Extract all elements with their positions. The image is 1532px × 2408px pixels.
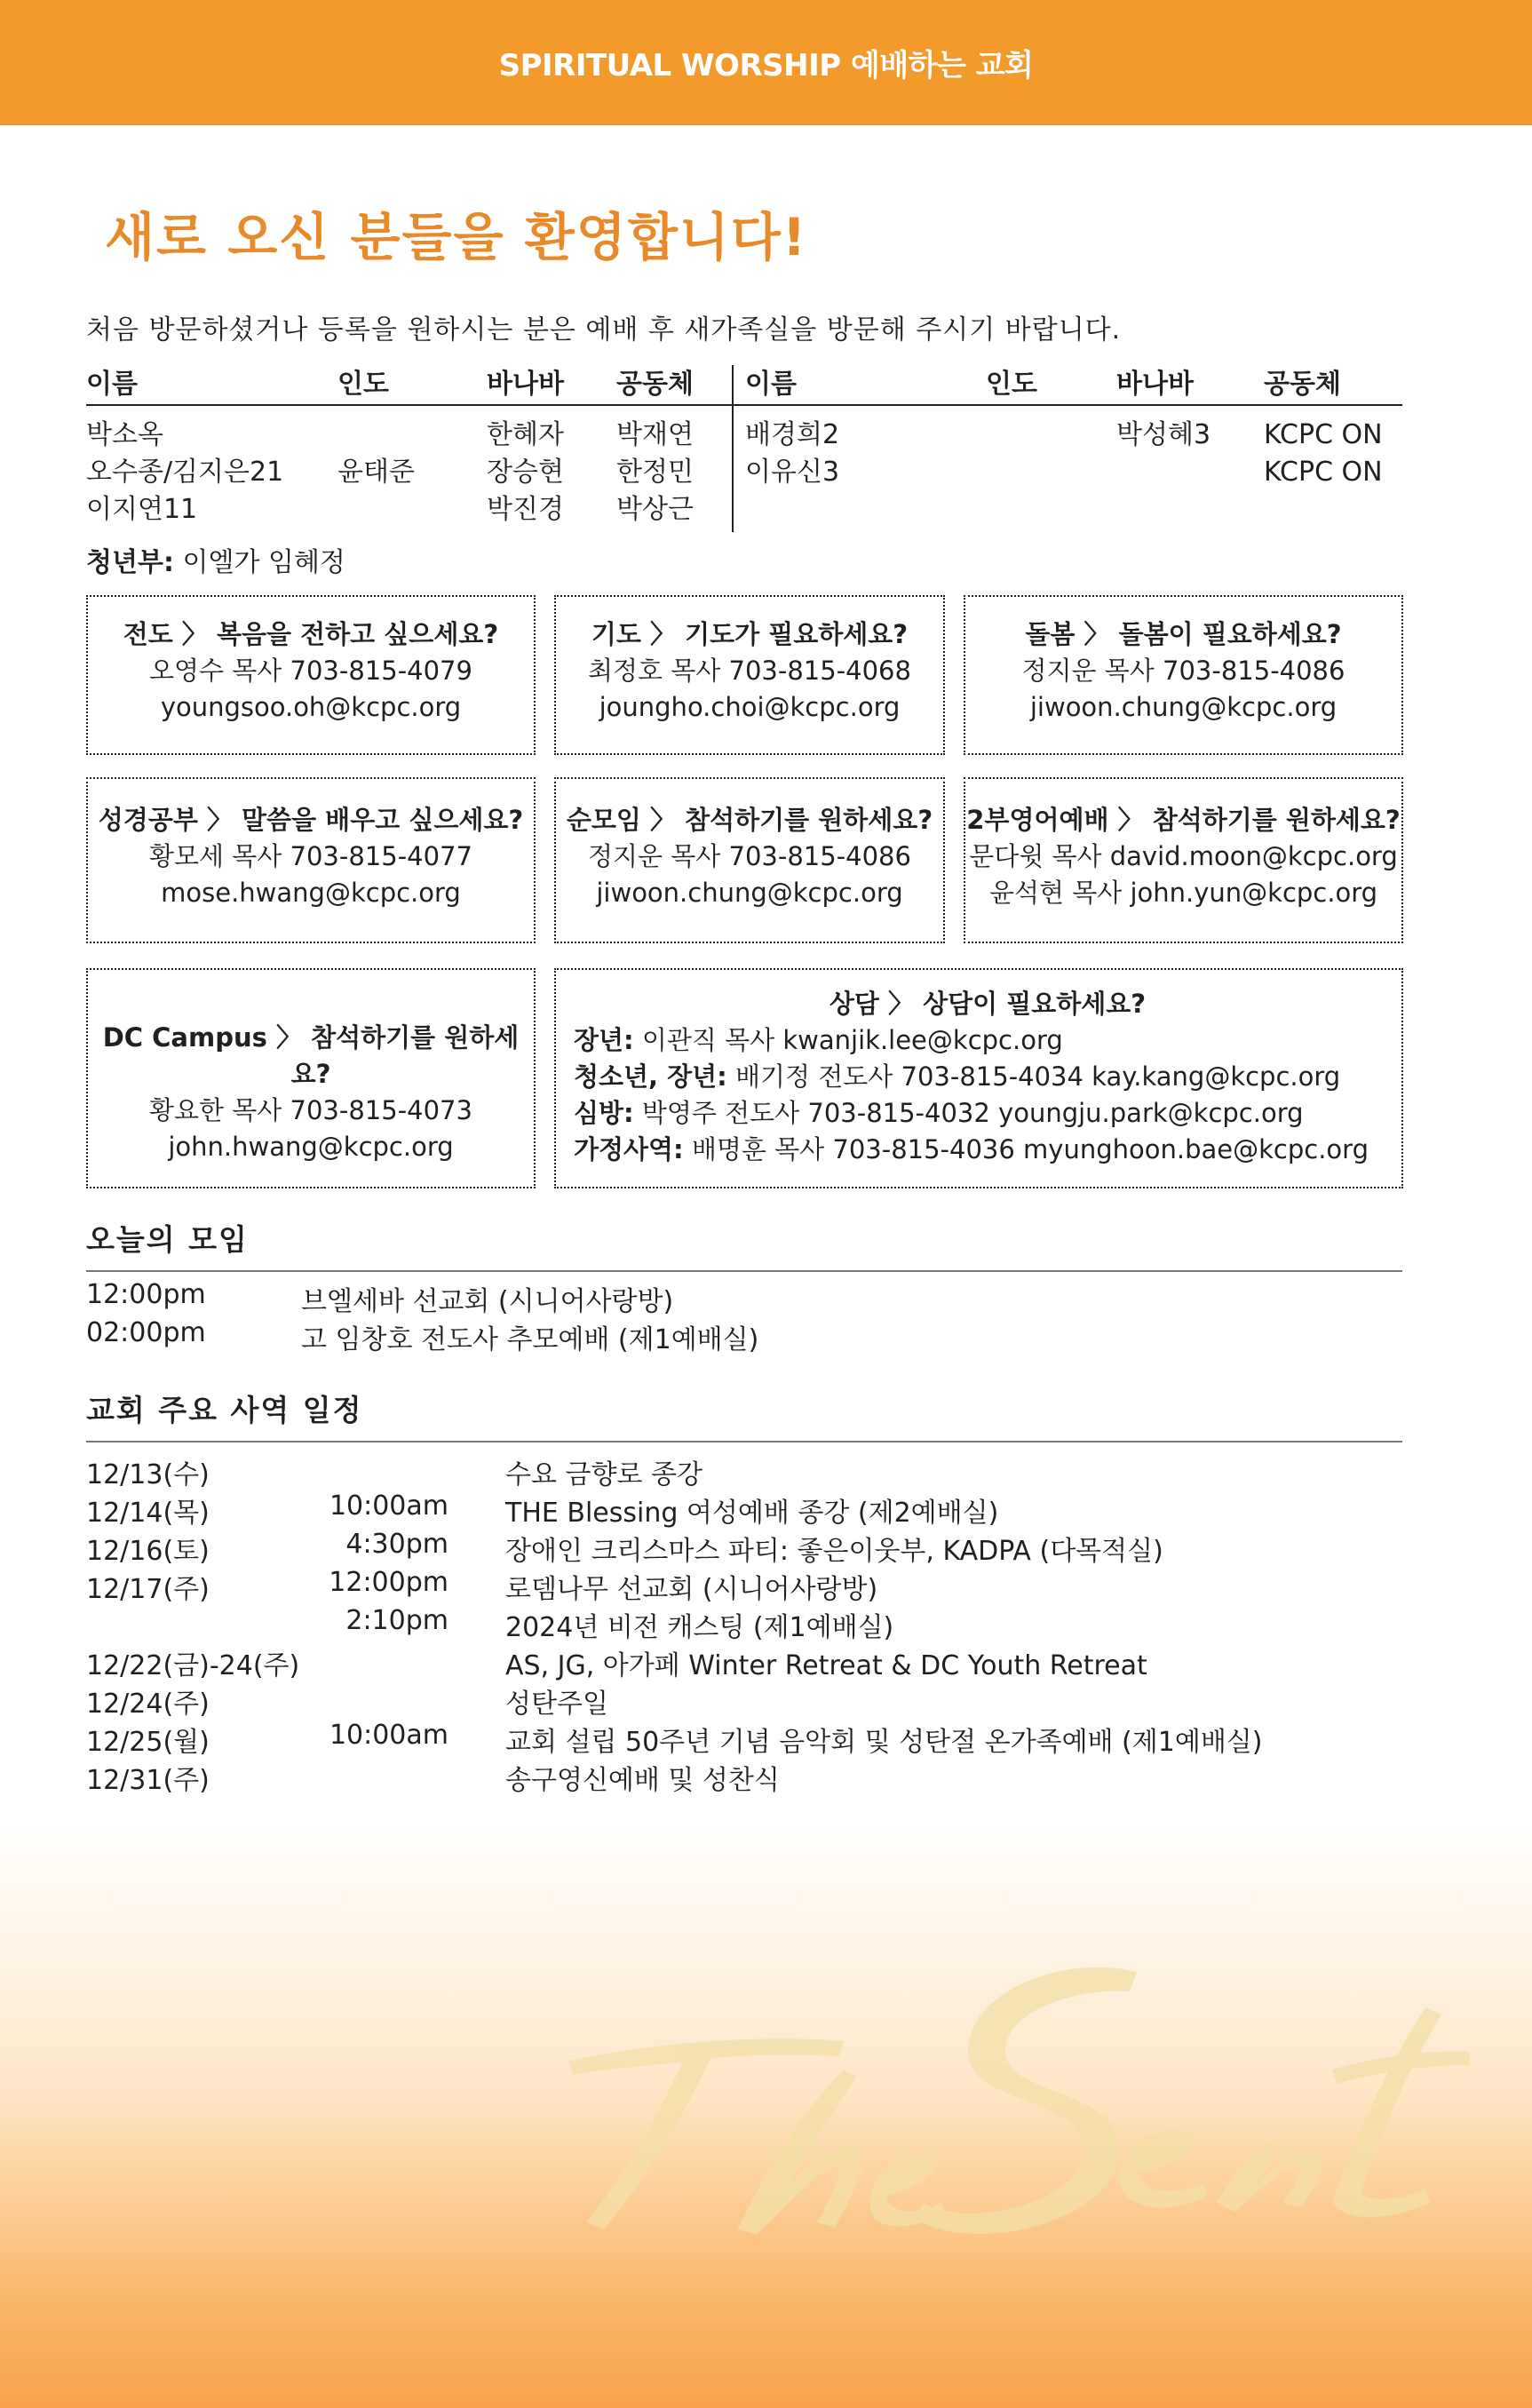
newcomers-body xyxy=(86,406,1402,539)
counseling-contact: 이관직 목사 kwanjik.lee@kcpc.org xyxy=(641,1025,1063,1055)
list-item xyxy=(86,1529,1402,1567)
schedule-event: 교회 설립 50주년 기념 음악회 및 성탄절 온가족예배 (제1예배실) xyxy=(505,1727,1263,1758)
schedule-list xyxy=(86,1452,1402,1796)
schedule-event: THE Blessing 여성예배 종강 (제2예배실) xyxy=(505,1498,999,1529)
meeting-event: 고 임창호 전도사 추모예배 (제1예배실) xyxy=(301,1324,759,1355)
today-list xyxy=(86,1279,1402,1355)
counseling-line xyxy=(574,1022,1401,1059)
counseling-box xyxy=(554,968,1403,1188)
counseling-contact: 배명훈 목사 703-815-4036 myunghoon.bae@kcpc.org xyxy=(691,1134,1369,1164)
bible-study-box xyxy=(86,777,536,943)
today-divider xyxy=(86,1270,1402,1272)
newcomer-name: 이지연11 xyxy=(86,494,198,525)
list-item xyxy=(86,1490,1402,1529)
newcomers-header-row xyxy=(86,360,1402,406)
schedule-time: 10:00am xyxy=(329,1490,448,1522)
newcomer-community: 박재연 xyxy=(616,419,694,450)
counseling-line xyxy=(574,1132,1401,1168)
welcome-intro: 처음 방문하셨거나 등록을 원하시는 분은 예배 후 새가족실을 방문해 주시기 바랍니다. xyxy=(86,314,1122,346)
prayer-box xyxy=(554,595,945,755)
counseling-line xyxy=(574,1059,1401,1095)
schedule-event: 송구영신예배 및 성찬식 xyxy=(505,1765,780,1796)
evangelism-title: 전도 〉 복음을 전하고 싶으세요? xyxy=(123,619,499,649)
list-item xyxy=(86,1452,1402,1490)
meeting-time: 02:00pm xyxy=(86,1317,206,1348)
dc-campus-phone: 황요한 목사 703-815-4073 xyxy=(149,1095,472,1125)
newcomer-community: 박상근 xyxy=(616,494,694,525)
care-email[interactable]: jiwoon.chung@kcpc.org xyxy=(1029,692,1338,722)
header-community-right: 공동체 xyxy=(1264,369,1341,400)
schedule-date: 12/17(주) xyxy=(86,1574,210,1605)
counseling-contact: 배기정 전도사 703-815-4034 kay.kang@kcpc.org xyxy=(735,1061,1341,1092)
schedule-event: AS, JG, 아가페 Winter Retreat & DC Youth Retreat xyxy=(505,1650,1147,1681)
header-guide: 인도 xyxy=(337,369,389,400)
header-name-right: 이름 xyxy=(745,369,797,400)
cell-group-phone: 정지운 목사 703-815-4086 xyxy=(588,841,911,871)
schedule-date: 12/25(월) xyxy=(86,1727,210,1758)
welcome-title: 새로 오신 분들을 환영합니다! xyxy=(105,207,808,267)
prayer-phone: 최정호 목사 703-815-4068 xyxy=(588,656,911,686)
right-communities xyxy=(1264,417,1383,491)
bible-study-email[interactable]: mose.hwang@kcpc.org xyxy=(161,878,461,908)
meeting-time: 12:00pm xyxy=(86,1279,206,1310)
schedule-event: 로뎀나무 선교회 (시니어사랑방) xyxy=(505,1574,878,1605)
header-guide-right: 인도 xyxy=(986,369,1037,400)
schedule-date: 12/14(목) xyxy=(86,1498,210,1529)
newcomer-barnabas: 한혜자 xyxy=(487,419,564,450)
schedule-date: 12/13(수) xyxy=(86,1459,210,1490)
left-names xyxy=(86,417,283,528)
meeting-event: 브엘세바 선교회 (시니어사랑방) xyxy=(301,1286,674,1317)
care-phone: 정지운 목사 703-815-4086 xyxy=(1021,656,1345,686)
header-barnabas-right: 바나바 xyxy=(1116,369,1194,400)
youth-line xyxy=(86,540,345,579)
prayer-title: 기도 〉 기도가 필요하세요? xyxy=(591,619,909,649)
care-box xyxy=(964,595,1403,755)
evangelism-box xyxy=(86,595,536,755)
youth-label: 청년부: xyxy=(86,547,174,578)
schedule-event: 장애인 크리스마스 파티: 좋은이웃부, KADPA (다목적실) xyxy=(505,1536,1163,1567)
header-bar xyxy=(0,0,1532,125)
left-guides xyxy=(337,417,415,491)
dc-campus-box xyxy=(86,968,536,1188)
schedule-date: 12/22(금)-24(주) xyxy=(86,1650,300,1681)
english-service-title: 2부영어예배 〉 참석하기를 원하세요? xyxy=(966,805,1401,835)
english-service-contact: 윤석현 목사 john.yun@kcpc.org xyxy=(988,878,1378,908)
counseling-line xyxy=(574,1095,1401,1132)
schedule-time: 2:10pm xyxy=(345,1605,448,1636)
newcomer-name: 배경희2 xyxy=(745,419,840,450)
newcomer-name: 박소옥 xyxy=(86,419,163,450)
newcomers-table xyxy=(86,360,1402,539)
schedule-date: 12/24(주) xyxy=(86,1689,210,1720)
bible-study-phone: 황모세 목사 703-815-4077 xyxy=(149,841,472,871)
newcomer-guide: 윤태준 xyxy=(337,457,415,488)
list-item xyxy=(86,1279,1402,1317)
prayer-email[interactable]: joungho.choi@kcpc.org xyxy=(599,692,901,722)
schedule-event: 성탄주일 xyxy=(505,1689,608,1720)
counseling-label: 장년: xyxy=(574,1025,634,1055)
cell-group-email[interactable]: jiwoon.chung@kcpc.org xyxy=(596,878,903,908)
newcomer-guide xyxy=(337,417,415,454)
list-item xyxy=(86,1681,1402,1720)
schedule-divider xyxy=(86,1441,1402,1442)
cell-group-box xyxy=(554,777,945,943)
counseling-title: 상담 〉 상담이 필요하세요? xyxy=(829,989,1147,1019)
counseling-label: 청소년, 장년: xyxy=(574,1061,727,1092)
list-item xyxy=(86,1605,1402,1643)
left-communities xyxy=(616,417,694,528)
schedule-date: 12/31(주) xyxy=(86,1765,210,1796)
schedule-event: 수요 금향로 종강 xyxy=(505,1459,702,1490)
today-title: 오늘의 모임 xyxy=(86,1222,249,1257)
evangelism-phone: 오영수 목사 703-815-4079 xyxy=(149,656,472,686)
header-name: 이름 xyxy=(86,369,138,400)
counseling-contact: 박영주 전도사 703-815-4032 youngju.park@kcpc.org xyxy=(641,1098,1304,1128)
schedule-event: 2024년 비전 캐스팅 (제1예배실) xyxy=(505,1612,894,1643)
newcomer-name: 이유신3 xyxy=(745,457,840,488)
newcomer-community: 한정민 xyxy=(616,457,694,488)
english-service-contact: 문다윗 목사 david.moon@kcpc.org xyxy=(969,841,1398,871)
english-service-box xyxy=(964,777,1403,943)
list-item xyxy=(86,1720,1402,1758)
schedule-time: 12:00pm xyxy=(329,1567,448,1598)
care-title: 돌봄 〉 돌봄이 필요하세요? xyxy=(1025,619,1342,649)
list-item xyxy=(86,1643,1402,1681)
dc-campus-title: DC Campus 〉 참석하기를 원하세요? xyxy=(102,1022,520,1089)
list-item xyxy=(86,1317,1402,1355)
the-sent-watermark-logo xyxy=(551,1936,1474,2274)
counseling-label: 가정사역: xyxy=(574,1134,684,1164)
newcomer-community: KCPC ON xyxy=(1264,419,1383,450)
header-barnabas: 바나바 xyxy=(487,369,564,400)
schedule-date: 12/16(토) xyxy=(86,1536,210,1567)
cell-group-title: 순모임 〉 참석하기를 원하세요? xyxy=(566,805,933,835)
right-names xyxy=(745,417,839,491)
newcomer-barnabas: 박진경 xyxy=(487,494,564,525)
counseling-label: 심방: xyxy=(574,1098,634,1128)
newcomer-barnabas: 박성혜3 xyxy=(1116,419,1211,450)
schedule-time: 4:30pm xyxy=(345,1529,448,1560)
evangelism-email[interactable]: youngsoo.oh@kcpc.org xyxy=(160,692,462,722)
schedule-title: 교회 주요 사역 일정 xyxy=(86,1393,363,1427)
bible-study-title: 성경공부 〉 말씀을 배우고 싶으세요? xyxy=(98,805,524,835)
dc-campus-email[interactable]: john.hwang@kcpc.org xyxy=(168,1132,454,1162)
newcomer-community: KCPC ON xyxy=(1264,457,1383,488)
youth-names: 이엘가 임혜정 xyxy=(182,547,345,578)
newcomer-name: 오수종/김지은21 xyxy=(86,457,284,488)
schedule-time: 10:00am xyxy=(329,1720,448,1751)
list-item xyxy=(86,1758,1402,1796)
right-barnabas xyxy=(1116,417,1211,454)
header-community: 공동체 xyxy=(616,369,694,400)
header-title: SPIRITUAL WORSHIP 예배하는 교회 xyxy=(498,48,1034,83)
newcomer-barnabas: 장승현 xyxy=(487,457,564,488)
left-barnabas xyxy=(487,417,564,528)
list-item xyxy=(86,1567,1402,1605)
